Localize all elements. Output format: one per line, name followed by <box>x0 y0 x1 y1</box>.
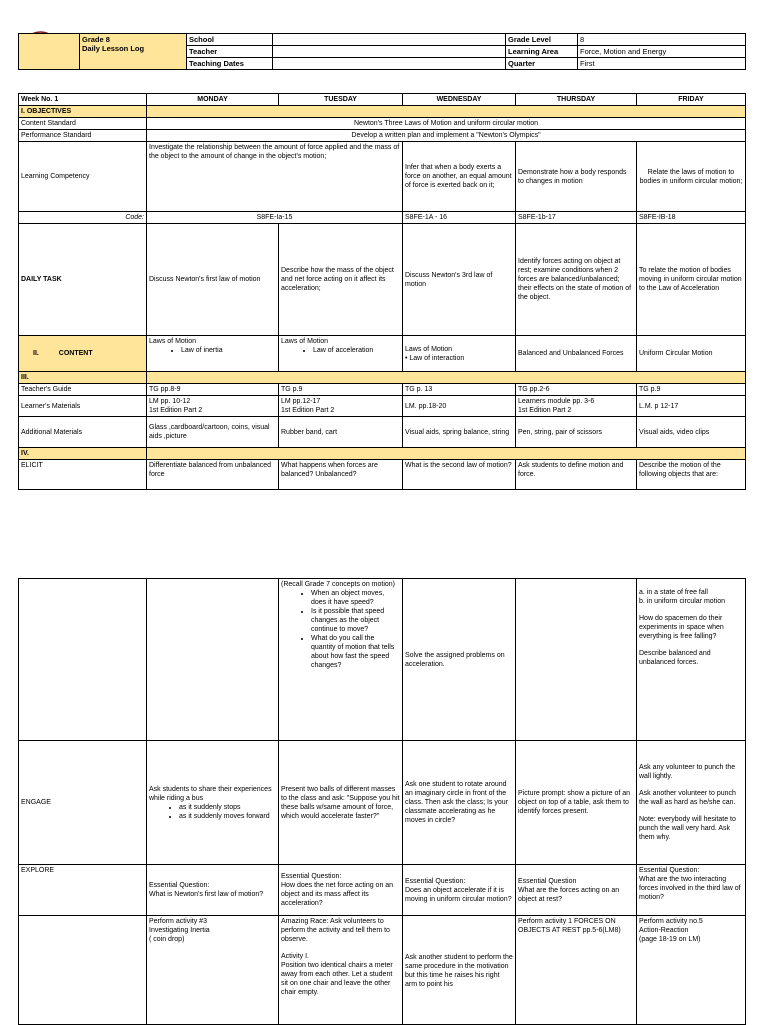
act-tue-1: Amazing Race: Ask volunteers to perform the activity and tell them to observe. <box>281 918 390 943</box>
eq-wed-title: Essential Question: <box>405 877 466 885</box>
lesson-table-page2 <box>18 578 746 1025</box>
content-wed-title: Laws of Motion <box>405 345 453 353</box>
act-mon-3: ( coin drop) <box>149 936 185 943</box>
lm-thu <box>516 396 637 417</box>
explore-label: EXPLORE <box>19 865 147 916</box>
content-standard-label: Content Standard <box>19 118 147 130</box>
eq-mon-title: Essential Question: <box>149 882 210 889</box>
fri-item-a: a. in a state of free fall <box>639 589 708 596</box>
am-fri: Visual aids, video clips <box>637 417 746 448</box>
eq-fri <box>637 865 746 916</box>
act-tue <box>279 916 403 1025</box>
content-tue <box>279 336 403 372</box>
learning-area-value: Force, Motion and Energy <box>578 46 746 58</box>
am-tue: Rubber band, cart <box>279 417 403 448</box>
elicit-mon: Differentiate balanced from unbalanced force <box>147 460 279 490</box>
grade-level-label: Grade Level <box>506 34 578 46</box>
week-label: Week No. 1 <box>19 94 147 106</box>
act-fri-1: Perform activity no.5 <box>639 918 703 925</box>
procedures-heading: IV. <box>19 448 147 460</box>
competency-wed: Infer that when a body exerts a force on another, an equal amount of force is exerted back on it; <box>403 142 516 212</box>
content-thu: Balanced and Unbalanced Forces <box>516 336 637 372</box>
eq-tue-text: How does the net force acting on an object and its mass affect its acceleration? <box>281 882 394 907</box>
recall-item: • What do you call the quantity of motion that tells about how fast the speed changes? <box>311 634 400 670</box>
quarter-value: First <box>578 58 746 70</box>
act-tue-3: Position two identical chairs a meter away from each other. Let a student sit on one chair and leave the other chair empty. <box>281 962 393 996</box>
elicit-thu: Ask students to define motion and force. <box>516 460 637 490</box>
engage-fri-3: Note: everybody will hesitate to punch the wall very hard. Ask them why. <box>639 816 736 841</box>
lm-tue <box>279 396 403 417</box>
quarter-label: Quarter <box>506 58 578 70</box>
lm-tue-edition: 1st Edition Part 2 <box>281 407 335 414</box>
fri-question: How do spacemen do their experiments in space when everything is free falling? <box>639 615 724 640</box>
eq-fri-title: Essential Question: <box>639 867 700 874</box>
engage-thu: Picture prompt: show a picture of an object on top of a table, ask them to identify forces present. <box>516 741 637 865</box>
log-title: Daily Lesson Log <box>82 44 145 53</box>
day-wednesday: WEDNESDAY <box>403 94 516 106</box>
act-mon-1: Perform activity #3 <box>149 918 207 925</box>
eq-tue <box>279 865 403 916</box>
engage-fri-2: Ask another volunteer to punch the wall as hard as he/she can. <box>639 790 736 806</box>
content-wed-item: • Law of interaction <box>405 354 465 362</box>
lm-fri: L.M. p 12-17 <box>637 396 746 417</box>
dates-label: Teaching Dates <box>187 58 273 70</box>
eq-wed-text: Does an object accelerate if it is moving in uniform circular motion? <box>405 886 512 903</box>
code-fri: S8FE-IB-18 <box>637 212 746 224</box>
teacher-value <box>273 46 506 58</box>
performance-standard-text: Develop a written plan and implement a "Newton's Olympics" <box>147 130 746 142</box>
school-label: School <box>187 34 273 46</box>
tg-mon: TG pp.8-9 <box>147 384 279 396</box>
fri-describe: Describe balanced and unbalanced forces. <box>639 650 711 666</box>
content-fri: Uniform Circular Motion <box>637 336 746 372</box>
daily-task-thu: Identify forces acting on object at rest; examine conditions when 2 forces are balanced/unbalanced; their effects on the state of motion of the object. <box>516 224 637 336</box>
content-tue-title: Laws of Motion <box>281 338 329 345</box>
lm-tue-pages: LM pp.12-17 <box>281 398 321 405</box>
tg-tue: TG p.9 <box>279 384 403 396</box>
objectives-heading: I. OBJECTIVES <box>19 106 147 118</box>
engage-wed: Ask one student to rotate around an imaginary circle in front of the class. Then ask the class; Is your classmate accelerating as he moves in circle? <box>403 741 516 865</box>
content-mon-item: • Law of inertia <box>181 346 276 355</box>
grade-level-value: 8 <box>578 34 746 46</box>
competency-label: Learning Competency <box>19 142 147 212</box>
act-mon-2: Investigating Inertia <box>149 927 210 934</box>
eq-wed <box>403 865 516 916</box>
code-thu: S8FE-1b-17 <box>516 212 637 224</box>
tg-wed: TG p. 13 <box>403 384 516 396</box>
content-tue-item: • Law of acceleration <box>313 346 400 355</box>
engage-mon <box>147 741 279 865</box>
competency-fri: Relate the laws of motion to bodies in uniform circular motion; <box>637 142 746 212</box>
eq-mon <box>147 865 279 916</box>
engage-fri-1: Ask any volunteer to punch the wall lightly. <box>639 764 736 780</box>
content-standard-text: Newton's Three Laws of Motion and uniform circular motion <box>147 118 746 130</box>
act-wed <box>403 916 516 1025</box>
lm-label: Learner's Materials <box>19 396 147 417</box>
act-mon <box>147 916 279 1025</box>
grade-label: Grade 8 <box>82 35 110 44</box>
engage-fri <box>637 741 746 865</box>
content-label-cell <box>19 336 147 372</box>
daily-task-wed: Discuss Newton's 3rd law of motion <box>403 224 516 336</box>
lm-wed: LM. pp.18-20 <box>403 396 516 417</box>
wed-solve: Solve the assigned problems on acceleration. <box>403 579 516 741</box>
tg-fri: TG p.9 <box>637 384 746 396</box>
engage-mon-text: Ask students to share their experiences while riding a bus <box>149 785 272 802</box>
content-number: II. <box>33 350 39 357</box>
act-fri <box>637 916 746 1025</box>
header-table <box>18 33 746 70</box>
elicit-label: ELICIT <box>19 460 147 490</box>
lesson-table-page1 <box>18 93 746 490</box>
am-wed: Visual aids, spring balance, string <box>403 417 516 448</box>
act-fri-2: Action-Reaction <box>639 927 689 934</box>
content-mon <box>147 336 279 372</box>
tg-thu: TG pp.2-6 <box>516 384 637 396</box>
elicit-wed: What is the second law of motion? <box>403 460 516 490</box>
eq-thu <box>516 865 637 916</box>
tg-label: Teacher's Guide <box>19 384 147 396</box>
am-label: Additional Materials <box>19 417 147 448</box>
lm-mon-pages: LM pp. 10-12 <box>149 398 191 405</box>
lm-mon-edition: 1st Edition Part 2 <box>149 407 203 414</box>
content-label: CONTENT <box>58 350 93 357</box>
seal-cell <box>19 34 80 70</box>
engage-label: ENGAGE <box>19 741 147 865</box>
am-thu: Pen, string, pair of scissors <box>516 417 637 448</box>
engage-mon-item: • as it suddenly moves forward <box>179 812 276 821</box>
daily-task-label: DAILY TASK <box>19 224 147 336</box>
elicit-tue: What happens when forces are balanced? Unbalanced? <box>279 460 403 490</box>
lm-thu-pages: Learners module pp. 3-6 <box>518 398 595 405</box>
daily-task-fri: To relate the motion of bodies moving in uniform circular motion to the Law of Acceleration <box>637 224 746 336</box>
fri-elicit-cont <box>637 579 746 741</box>
recall-text: (Recall Grade 7 concepts on motion) <box>281 581 395 588</box>
content-wed <box>403 336 516 372</box>
content-mon-title: Laws of Motion <box>149 338 197 345</box>
teacher-label: Teacher <box>187 46 273 58</box>
daily-task-mon: Discuss Newton's first law of motion <box>147 224 279 336</box>
day-thursday: THURSDAY <box>516 94 637 106</box>
act-wed-text: Ask another student to perform the same procedure in the motivation but this time he raises his right arm to point his <box>405 954 513 988</box>
lm-mon <box>147 396 279 417</box>
code-wed: S8FE-1A - 16 <box>403 212 516 224</box>
code-montue: S8FE-Ia-15 <box>147 212 403 224</box>
recall-cell <box>279 579 403 741</box>
day-friday: FRIDAY <box>637 94 746 106</box>
eq-thu-title: Essential Question <box>518 877 577 885</box>
competency-thu: Demonstrate how a body responds to changes in motion <box>516 142 637 212</box>
am-mon: Glass ,cardboard/cartoon, coins, visual aids ,picture <box>147 417 279 448</box>
act-tue-2: Activity I. <box>281 953 310 960</box>
act-thu: Perform activity 1 FORCES ON OBJECTS AT REST pp.5-6(LM8) <box>516 916 637 1025</box>
eq-fri-text: What are the two interacting forces involved in the third law of motion? <box>639 876 741 901</box>
elicit-fri: Describe the motion of the following objects that are: <box>637 460 746 490</box>
eq-mon-text: What is Newton's first law of motion? <box>149 891 264 898</box>
dates-value <box>273 58 506 70</box>
school-value <box>273 34 506 46</box>
resources-heading: III. <box>19 372 147 384</box>
engage-mon-item: • as it suddenly stops <box>179 803 276 812</box>
eq-thu-text: What are the forces acting on an object at rest? <box>518 886 620 903</box>
learning-area-label: Learning Area <box>506 46 578 58</box>
recall-item: • Is it possible that speed changes as the object continue to move? <box>311 607 400 634</box>
lm-thu-edition: 1st Edition Part 2 <box>518 407 572 414</box>
recall-item: • When an object moves, does it have speed? <box>311 589 400 607</box>
competency-montue: Investigate the relationship between the amount of force applied and the mass of the object to the amount of change in the object's motion; <box>147 142 403 212</box>
eq-tue-title: Essential Question: <box>281 873 342 880</box>
title-cell <box>80 34 187 70</box>
act-fri-3: (page 18-19 on LM) <box>639 936 701 943</box>
performance-standard-label: Performance Standard <box>19 130 147 142</box>
day-monday: MONDAY <box>147 94 279 106</box>
code-label: Code: <box>19 212 147 224</box>
daily-task-tue: Describe how the mass of the object and net force acting on it affect its acceleration; <box>279 224 403 336</box>
day-tuesday: TUESDAY <box>279 94 403 106</box>
engage-tue: Present two balls of different masses to the class and ask: "Suppose you hit these balls w/same amount of force, which would accelerate faster?" <box>279 741 403 865</box>
fri-item-b: b. in uniform circular motion <box>639 598 725 605</box>
